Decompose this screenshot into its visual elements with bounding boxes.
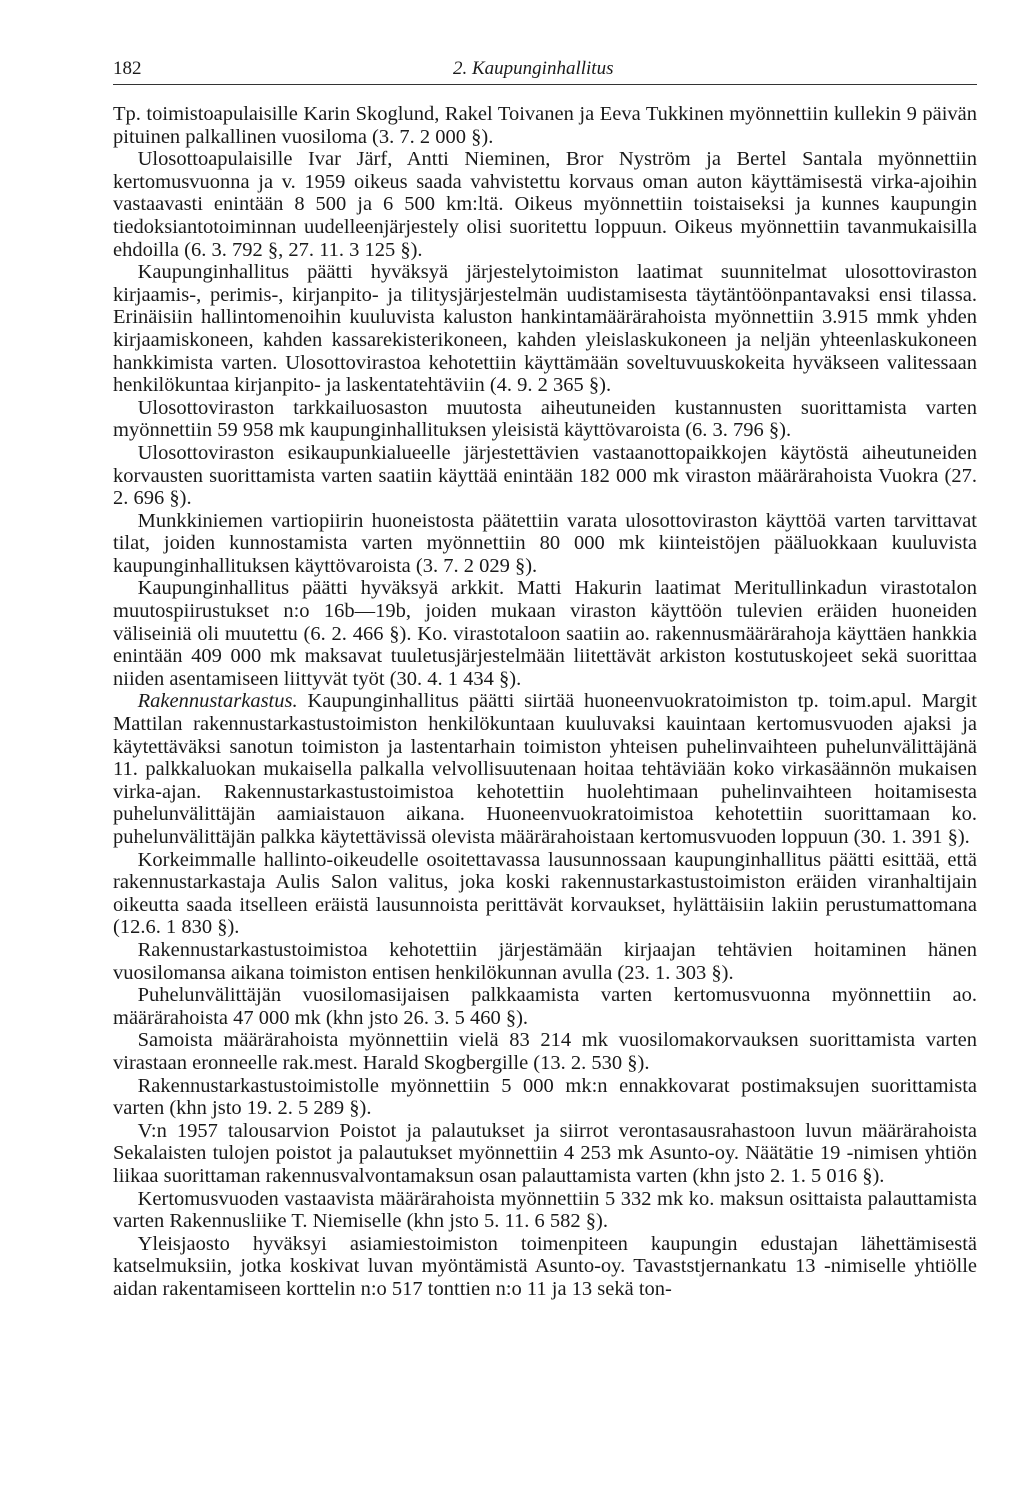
paragraph-13: Rakennustarkastustoimistolle myönnettiin 5 000 mk:n ennakkovarat postimaksujen suorittamista varten (khn jsto 19. 2. 5 289 §). <box>113 1074 977 1120</box>
paragraph-3: Kaupunginhallitus päätti hyväksyä järjestelytoimiston laatimat suunnitelmat ulosottoviraston kirjaamis-, perimis-, kirjanpito- ja tilitysjärjestelmän uudistamisesta täytäntöönpantavaksi ensi tilassa. Erinäisiin hallintomenoihin kuuluvista kaluston hankintamäärärahoista myönnettiin 3.915 mmk yhden kirjaamiskoneen, kahden kassarekisterikoneen, kahden yleislaskukoneen ja neljän yhteenlaskukoneen hankkimista varten. Ulosottovirastoa kehotettiin käyttämään soveltuvuuskokeita hyväkseen valitessaan henkilökuntaa kirjanpito- ja laskentatehtäviin (4. 9. 2 365 §). <box>113 261 977 397</box>
paragraph-10: Rakennustarkastustoimistoa kehotettiin järjestämään kirjaajan tehtävien hoitaminen hänen vuosilomansa aikana toimiston entisen henkilökunnan avulla (23. 1. 303 §). <box>113 938 977 984</box>
paragraph-8-text: Kaupunginhallitus päätti siirtää huoneenvuokratoimiston tp. toim.apul. Margit Mattilan rakennustarkastustoimiston henkilökuntaan kuuluvaksi kauintaan kertomusvuoden ajaksi ja käytettäväksi sanotun toimiston ja lastentarhain toimiston yhteisen puhelinvaihteen puhelunvälittäjänä 11. palkkaluokan mukaisella palkalla velvollisuutenaan hoitaa tehtäviään koko virkasäännön mukaisen virka-ajan. Rakennustarkastustoimistoa kehotettiin huolehtimaan puhelinvaihteen hoitamisesta puhelunvälittäjän aamiaistauon aikana. Huoneenvuokratoimistoa kehotettiin suorittamaan ko. puhelunvälittäjän palkka käytettävissä olevista määrärahoistaan kertomusvuoden loppuun (30. 1. 391 §). <box>113 690 977 848</box>
paragraph-8 <box>113 690 977 848</box>
page-number: 182 <box>113 58 142 79</box>
paragraph-16: Yleisjaosto hyväksyi asiamiestoimiston toimenpiteen kaupungin edustajan lähettämisestä katselmuksiin, jotka koskivat luvan myöntämistä Asunto-oy. Tavaststjernankatu 13 -nimiselle yhtiölle aidan rakentamiseen korttelin n:o 517 tonttien n:o 11 ja 13 sekä ton- <box>113 1232 977 1300</box>
running-header <box>113 52 977 85</box>
section-heading-rakennustarkastus: Rakennustarkastus. <box>137 690 298 713</box>
paragraph-2: Ulosottoapulaisille Ivar Järf, Antti Nieminen, Bror Nyström ja Bertel Santala myönnettiin kertomusvuonna ja v. 1959 oikeus saada vahvistettu korvaus oman auton käyttämisestä virka-ajoihin vastaavasti enintään 8 500 ja 6 500 km:ltä. Oikeus myönnettiin toistaiseksi ja kunnes kaupungin tiedoksiantotoiminnan uudelleenjärjestely olisi suoritettu loppuun. Oikeus myönnettiin tavanmukaisilla ehdoilla (6. 3. 792 §, 27. 11. 3 125 §). <box>113 148 977 261</box>
paragraph-4: Ulosottoviraston tarkkailuosaston muutosta aiheutuneiden kustannusten suorittamista varten myönnettiin 59 958 mk kaupunginhallituksen yleisistä käyttövaroista (6. 3. 796 §). <box>113 396 977 442</box>
paragraph-7: Kaupunginhallitus päätti hyväksyä arkkit. Matti Hakurin laatimat Meritullinkadun virastotalon muutospiirustukset n:o 16b—19b, joiden mukaan viraston käyttöön tulevien eräiden huoneiden väliseiniä oli muutettu (6. 2. 466 §). Ko. virastotaloon saatiin ao. rakennusmäärärahoja käyttäen hankkia enintään 409 000 mk maksavat tuuletusjärjestelmään liitettävät arkiston kostutuskojeet sekä suorittaa niiden asentamiseen liittyvät työt (30. 4. 1 434 §). <box>113 577 977 690</box>
paragraph-9: Korkeimmalle hallinto-oikeudelle osoitettavassa lausunnossaan kaupunginhallitus päätti esittää, että rakennustarkastaja Aulis Salon valitus, joka koski rakennustarkastustoimiston eräiden viranhaltijain oikeutta saada itselleen eräistä lausunnoista perittävät korvaukset, hylättäisiin lakiin perustumattomana (12.6. 1 830 §). <box>113 848 977 939</box>
paragraph-6: Munkkiniemen vartiopiirin huoneistosta päätettiin varata ulosottoviraston käyttöä varten tarvittavat tilat, joiden kunnostamista varten myönnettiin 80 000 mk kiinteistöjen pääluokkaan kuuluvista kaupunginhallituksen käyttövaroista (3. 7. 2 029 §). <box>113 509 977 577</box>
paragraph-14: V:n 1957 talousarvion Poistot ja palautukset ja siirrot verontasausrahastoon luvun määrärahoista Sekalaisten tulojen poistot ja palautukset myönnettiin 4 253 mk Asunto-oy. Näätätie 19 -nimisen yhtiön liikaa suorittaman rakennusvalvontamaksun osan palauttamista varten (khn jsto 2. 1. 5 016 §). <box>113 1119 977 1187</box>
document-page <box>113 52 977 1300</box>
section-title: 2. Kaupunginhallitus <box>453 58 614 79</box>
paragraph-1: Tp. toimistoapulaisille Karin Skoglund, Rakel Toivanen ja Eeva Tukkinen myönnettiin kullekin 9 päivän pituinen palkallinen vuosiloma (3. 7. 2 000 §). <box>113 103 977 148</box>
paragraph-11: Puhelunvälittäjän vuosilomasijaisen palkkaamista varten kertomusvuonna myönnettiin ao. määrärahoista 47 000 mk (khn jsto 26. 3. 5 460 §). <box>113 984 977 1029</box>
paragraph-5: Ulosottoviraston esikaupunkialueelle järjestettävien vastaanottopaikkojen käytöstä aiheutuneiden korvausten suorittamista varten saatiin käyttää enintään 182 000 mk viraston määrärahoista Vuokra (27. 2. 696 §). <box>113 441 977 510</box>
paragraph-12: Samoista määrärahoista myönnettiin vielä 83 214 mk vuosilomakorvauksen suorittamista varten virastaan eronneelle rak.mest. Harald Skogbergille (13. 2. 530 §). <box>113 1029 977 1074</box>
body-text <box>113 103 977 1300</box>
paragraph-15: Kertomusvuoden vastaavista määrärahoista myönnettiin 5 332 mk ko. maksun osittaista palauttamista varten Rakennusliike T. Niemiselle (khn jsto 5. 11. 6 582 §). <box>113 1187 977 1233</box>
